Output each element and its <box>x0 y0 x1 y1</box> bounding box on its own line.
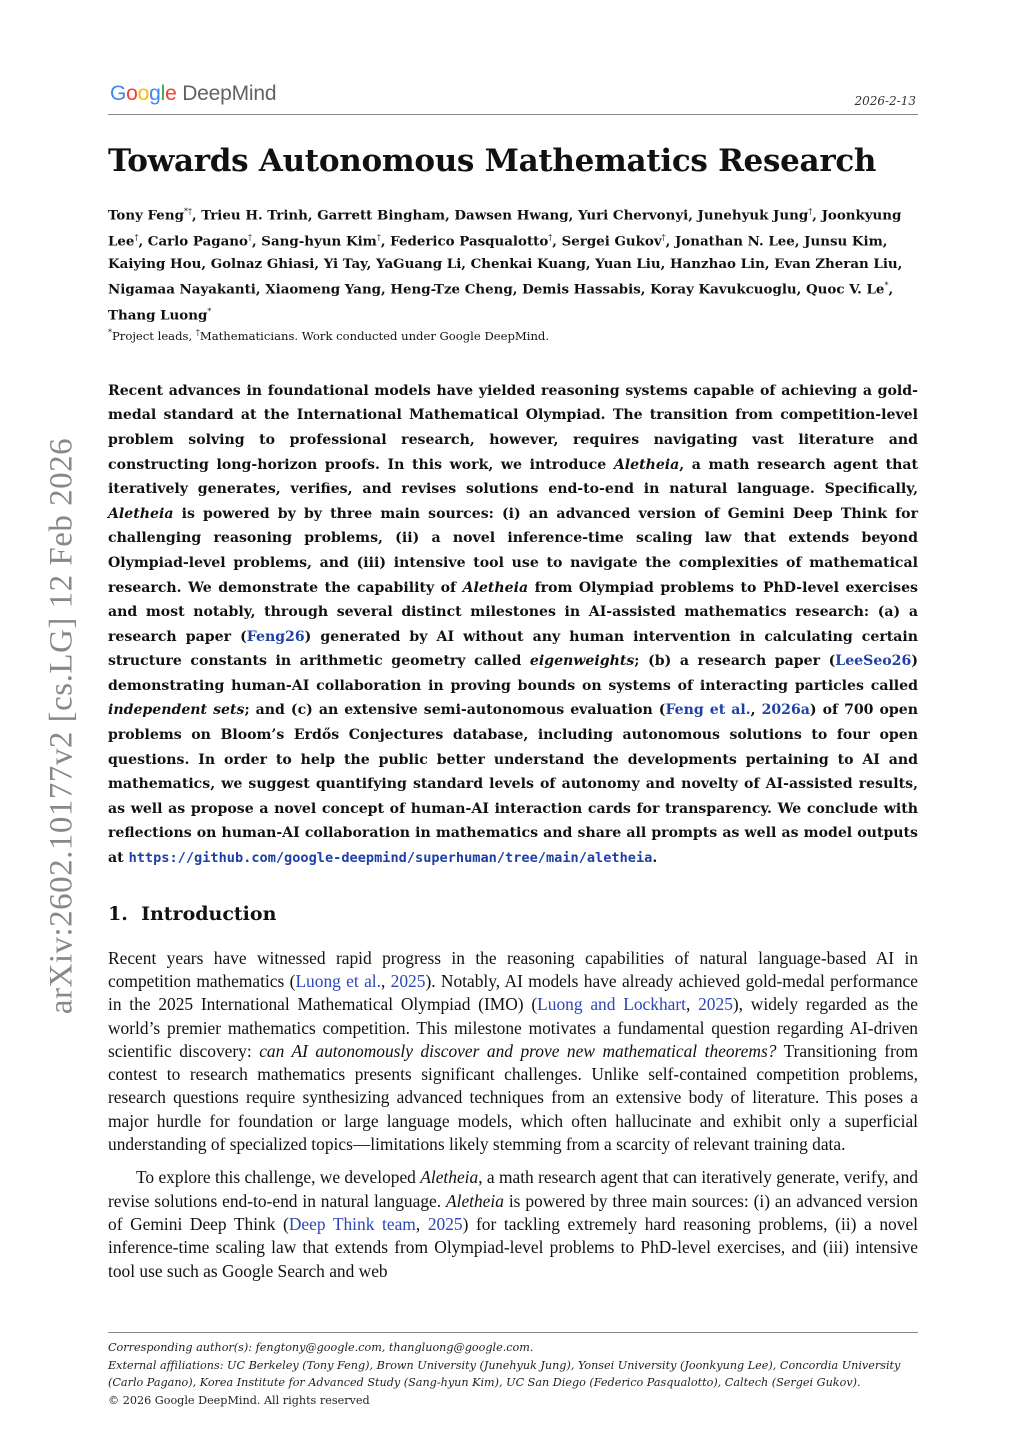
text-run: , a math research agent that iteratively generates, verifies, and revises solutions end-to-end in natural language. Specifically, <box>108 456 918 498</box>
logo-letter: g <box>149 82 161 105</box>
intro-paragraph-2 <box>108 1166 918 1282</box>
text-run: ) demonstrating human-AI collaboration in proving bounds on systems of interacting particles called <box>108 653 918 694</box>
author-name: Sang-hyun Kim <box>261 233 377 250</box>
logo-letter: e <box>165 82 177 105</box>
logo-letter: o <box>126 82 138 105</box>
emphasis-text: eigenweights <box>529 653 635 670</box>
text-run: Recent years have witnessed rapid progress in the reasoning capabilities of natural language-based AI in competition mathematics ( <box>108 947 918 991</box>
author-name: Thang Luong <box>108 307 208 324</box>
abstract <box>108 379 918 871</box>
text-run: from Olympiad problems to PhD-level exercises and most notably, through several distinct milestones in AI-assisted mathematics research: (a) a research paper ( <box>108 579 918 645</box>
text-run: ; (b) a research paper ( <box>634 653 836 670</box>
author-affiliation-mark: † <box>247 232 252 242</box>
page-header <box>108 78 918 115</box>
paper-title: Towards Autonomous Mathematics Research <box>108 143 877 179</box>
author-name: Heng-Tze Cheng <box>390 281 513 298</box>
author-affiliation-mark: *† <box>183 207 192 216</box>
text-run: Transitioning from contest to research mathematics presents significant challenges. Unlike self-contained competition problems, research questions require synthesizing advanced techniques from an extensive body of literature. This poses a major hurdle for foundation or large language models, which often hallucinate and exhibit only a superficial understanding of specialized topics—limitations likely stemming from a scarcity of relevant training data. <box>108 1040 919 1155</box>
paper-date: 2026-2-13 <box>854 94 916 108</box>
author-name: Joonkyung Lee <box>108 207 902 250</box>
text-run: ), widely regarded as the world’s premier mathematics competition. This milestone motivates a fundamental question regarding AI-driven scientific discovery: <box>108 994 919 1061</box>
intro-paragraph-1 <box>108 947 918 1157</box>
math-mark: † <box>195 327 200 337</box>
emphasis-text: Aletheia <box>613 456 680 473</box>
citation-link[interactable]: 2025 <box>698 994 733 1015</box>
author-name: Jonathan N. Lee <box>674 233 795 250</box>
author-name: YaGuang Li <box>375 255 462 272</box>
citation-link[interactable]: Luong and Lockhart <box>537 994 686 1015</box>
text-run: ). Notably, AI models have already achieved gold-medal performance in the 2025 International Mathematical Olympiad (IMO) ( <box>108 970 918 1015</box>
text-run: , a math research agent that can iteratively generate, verify, and revise solutions end-to-end in natural language. <box>108 1167 918 1211</box>
text-run: , <box>685 994 699 1015</box>
author-name: Hanzhao Lin <box>669 255 765 272</box>
author-name: Yi Tay <box>323 255 367 272</box>
author-name: Yuri Chervonyi <box>577 207 689 224</box>
author-affiliation-mark: † <box>548 232 553 242</box>
author-name: Demis Hassabis <box>522 281 641 298</box>
emphasis-text: Aletheia <box>445 1190 504 1211</box>
author-name: Evan Zheran Liu <box>774 255 898 272</box>
logo-letter: l <box>160 82 166 105</box>
logo-deepmind-text: DeepMind <box>182 82 277 105</box>
author-name: Koray Kavukcuoglu <box>650 281 797 298</box>
text-run: , <box>750 702 762 719</box>
logo-letter: o <box>137 82 150 105</box>
text-run: , <box>380 970 391 991</box>
author-affiliation-mark: † <box>376 232 381 242</box>
author-affiliation-mark: * <box>207 307 212 317</box>
author-name: Federico Pasqualotto <box>390 233 549 250</box>
author-name: Nigamaa Nayakanti <box>108 281 256 298</box>
author-name: Tony Feng <box>108 207 184 224</box>
math-note: Mathematicians. Work conducted under Google DeepMind. <box>199 328 550 343</box>
author-name: Garrett Bingham <box>317 207 446 224</box>
lead-note: Project leads, <box>112 328 196 343</box>
author-name: Junsu Kim <box>804 233 883 250</box>
logo-letter: G <box>110 82 127 105</box>
text-run: is powered by by three main sources: (i) an advanced version of Gemini Deep Think for challenging reasoning problems, (ii) a novel inference-time scaling law that extends beyond Olympiad-level problems, and (iii) intensive tool use to navigate the complexities of mathematical research. We demonstrate the capability of <box>108 505 918 596</box>
external-affiliations: External affiliations: UC Berkeley (Tony Feng), Brown University (Junehyuk Jung), Yonsei University (Joonkyung Lee), Concordia University (Carlo Pagano), Korea Institute for Advanced Study (Sang-hyun Kim), UC San Diego (Federico Pasqualotto), Caltech (Sergei Gukov). <box>108 1358 901 1389</box>
section-number: 1. <box>108 902 128 925</box>
author-affiliation-mark: † <box>808 207 813 216</box>
text-run: ; and (c) an extensive semi-autonomous evaluation ( <box>244 702 666 719</box>
author-name: Chenkai Kuang <box>470 255 586 272</box>
citation-link[interactable]: Feng et al. <box>665 702 751 719</box>
text-run: ) for tackling extremely hard reasoning problems, (ii) a novel inference-time scaling law that extends from Olympiad-level problems to PhD-level exercises, and (iii) intensive tool use such as Google Search and web <box>108 1213 918 1281</box>
author-name: Carlo Pagano <box>147 233 248 250</box>
author-list: Tony Feng*†, Trieu H. Trinh, Garrett Bingham, Dawsen Hwang, Yuri Chervonyi, Junehyuk Jung†, Joonkyung Lee†, Carlo Pagano†, Sang-hyun Kim†, Federico Pasqualotto†, Sergei Gukov†, Jonathan N. Lee, Junsu Kim, Kaiying Hou, Golnaz Ghiasi, Yi Tay, YaGuang Li, Chenkai Kuang, Yuan Liu, Hanzhao Lin, Evan Zheran Liu, Nigamaa Nayakanti, Xiaomeng Yang, Heng-Tze Cheng, Demis Hassabis, Koray Kavukcuoglu, Quoc V. Le*, Thang Luong* <box>108 207 903 324</box>
citation-link[interactable]: LeeSeo26 <box>835 653 912 670</box>
author-notes <box>108 328 918 343</box>
author-name: Sergei Gukov <box>561 233 662 250</box>
emphasis-text: Aletheia <box>108 505 174 522</box>
author-affiliation-mark: † <box>661 232 666 242</box>
citation-link[interactable]: 2025 <box>427 1213 463 1234</box>
arxiv-stamp: arXiv:2602.10177v2 [cs.LG] 12 Feb 2026 <box>43 437 80 1015</box>
emphasis-text: independent sets <box>108 702 245 719</box>
paper-page <box>108 78 918 1283</box>
copyright: © 2026 Google DeepMind. All rights reserved <box>108 1393 370 1407</box>
github-link[interactable]: https://github.com/google-deepmind/superhuman/tree/main/aletheia <box>128 850 653 867</box>
citation-link[interactable]: 2026a <box>761 702 810 719</box>
author-name: Kaiying Hou <box>108 255 202 272</box>
text-run: ) generated by AI without any human intervention in calculating certain structure constants in arithmetic geometry called <box>108 628 918 670</box>
author-name: Dawsen Hwang <box>454 207 569 224</box>
page-footer <box>108 1332 918 1409</box>
author-affiliation-mark: * <box>884 281 889 291</box>
text-run: Recent advances in foundational models have yielded reasoning systems capable of achieving a gold-medal standard at the International Mathematical Olympiad. The transition from competition-level problem solving to professional research, however, requires navigating vast literature and constructing long-horizon proofs. In this work, we introduce <box>108 382 918 473</box>
section-heading <box>108 903 918 925</box>
author-name: Trieu H. Trinh <box>201 207 308 224</box>
citation-link[interactable]: Deep Think team <box>288 1213 416 1234</box>
text-run: . <box>652 850 658 867</box>
corresponding-authors: Corresponding author(s): fengtony@google.com, thangluong@google.com. <box>108 1341 534 1354</box>
text-run: ) of 700 open problems on Bloom’s Erdős Conjectures database, including autonomous solutions to four open questions. In order to help the public better understand the developments pertaining to AI and mathematics, we suggest quantifying standard levels of autonomy and novelty of AI-assisted results, as well as propose a novel concept of human-AI interaction cards for transparency. We conclude with reflections on human-AI collaboration in mathematics and share all prompts as well as model outputs at <box>108 702 918 867</box>
author-name: Xiaomeng Yang <box>265 281 382 298</box>
text-run: is powered by three main sources: (i) an advanced version of Gemini Deep Think ( <box>108 1190 918 1234</box>
citation-link[interactable]: Feng26 <box>246 628 305 645</box>
emphasis-text: can AI autonomously discover and prove new mathematical theorems? <box>259 1040 777 1061</box>
section-title: Introduction <box>141 902 277 925</box>
emphasis-text: Aletheia <box>462 579 529 596</box>
google-deepmind-logo <box>110 82 276 106</box>
text-run: , <box>415 1213 428 1234</box>
citation-link[interactable]: 2025 <box>390 970 426 991</box>
author-name: Yuan Liu <box>595 255 661 272</box>
emphasis-text: Aletheia <box>420 1167 479 1188</box>
author-affiliation-mark: † <box>134 232 139 242</box>
author-name: Golnaz Ghiasi <box>210 255 315 272</box>
text-run: To explore this challenge, we developed <box>136 1167 421 1188</box>
author-name: Quoc V. Le <box>805 281 885 298</box>
author-name: Junehyuk Jung <box>697 207 809 224</box>
lead-mark: * <box>108 327 112 337</box>
citation-link[interactable]: Luong et al. <box>295 970 381 991</box>
